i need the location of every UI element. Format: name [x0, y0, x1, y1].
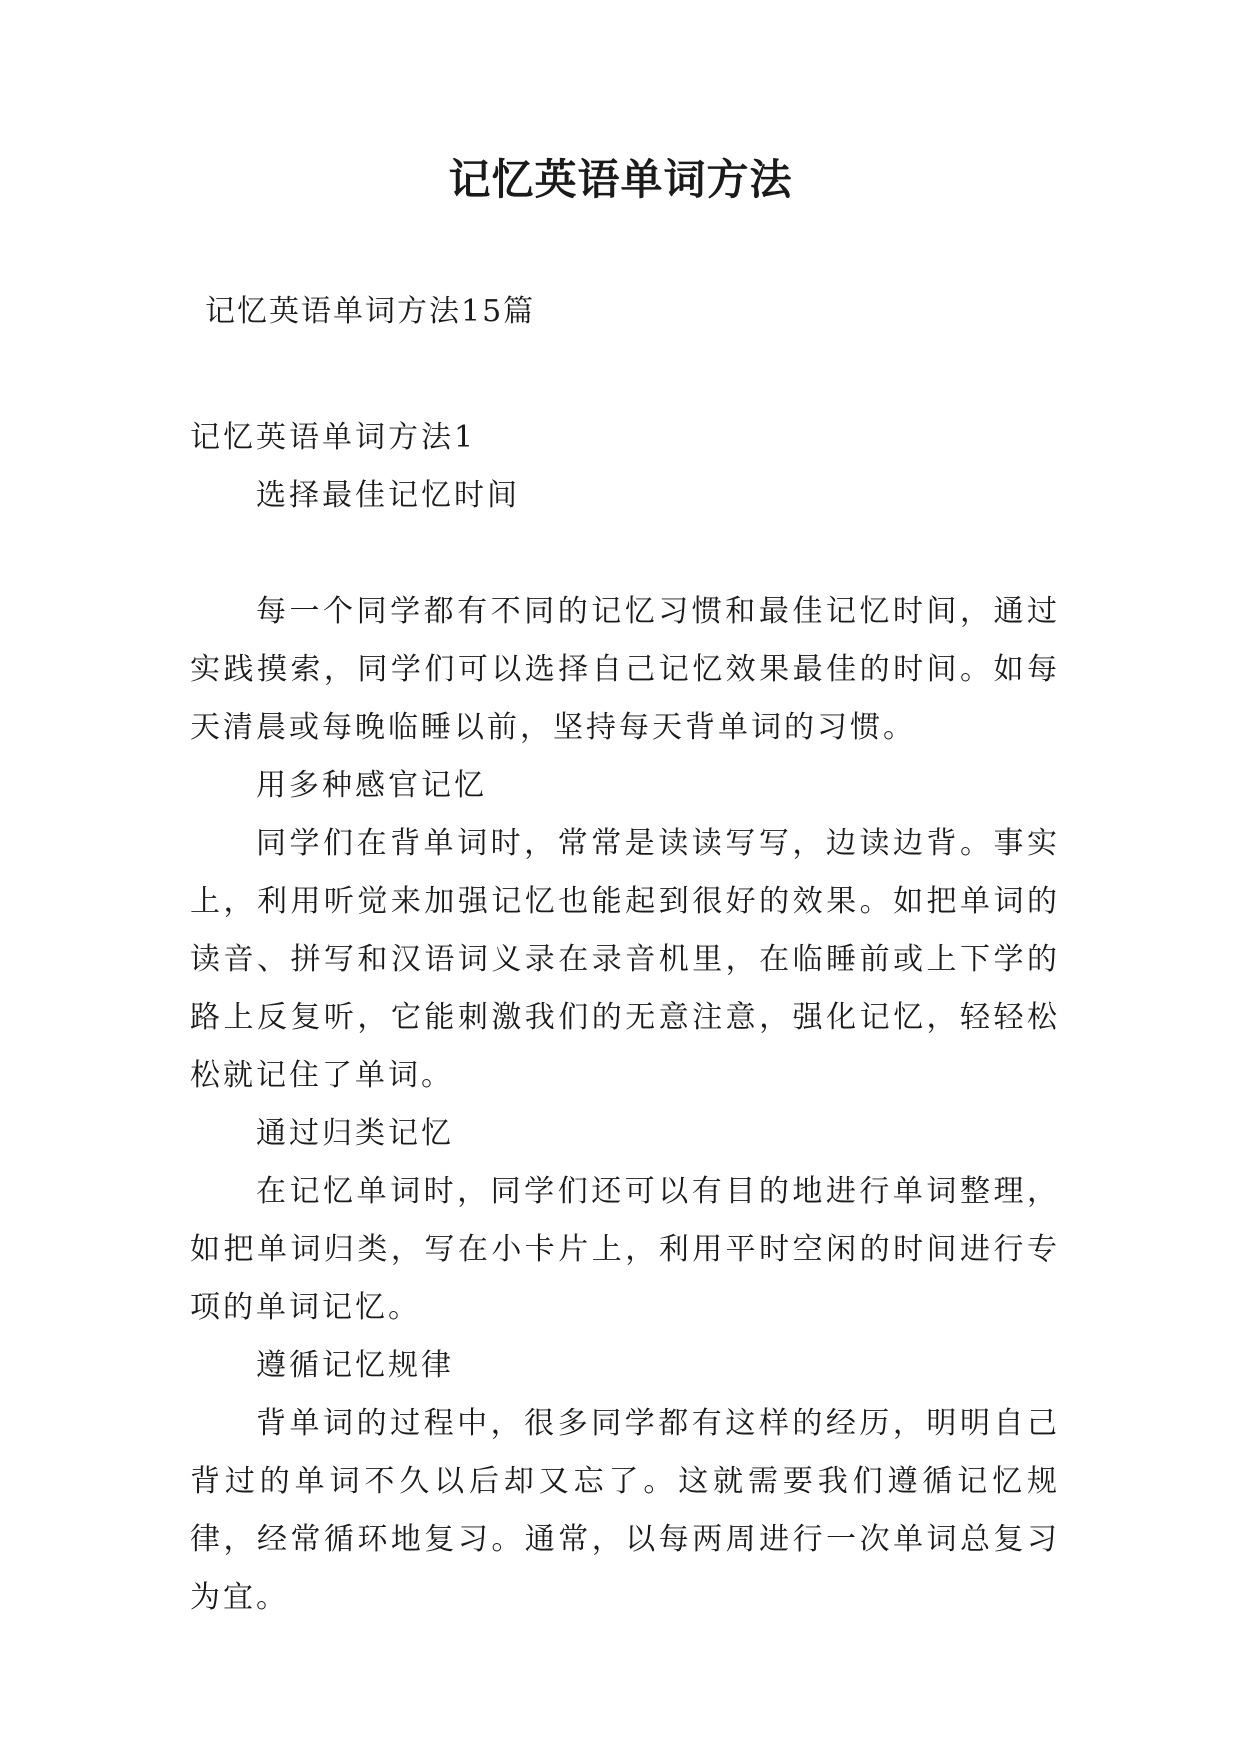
section-title: 记忆英语单词方法1 — [190, 420, 477, 455]
subheading-best-time: 选择最佳记忆时间 — [256, 478, 520, 513]
paragraph-categorize: 在记忆单词时，同学们还可以有目的地进行单词整理，如把单词归类，写在小卡片上，利用平时空闲的时间进行专项的单词记忆。 — [190, 1174, 1060, 1325]
blank-line — [190, 525, 1060, 583]
subheading-multi-senses: 用多种感官记忆 — [256, 768, 487, 803]
subheading-memory-rules: 遵循记忆规律 — [256, 1348, 454, 1383]
document-body — [190, 409, 1060, 1627]
paragraph-best-time: 每一个同学都有不同的记忆习惯和最佳记忆时间，通过实践摸索，同学们可以选择自己记忆效果最佳的时间。如每天清晨或每晚临睡以前，坚持每天背单词的习惯。 — [190, 594, 1060, 745]
document-title: 记忆英语单词方法 — [448, 155, 793, 204]
document-subtitle: 记忆英语单词方法15篇 — [205, 294, 536, 329]
paragraph-memory-rules: 背单词的过程中，很多同学都有这样的经历，明明自己背过的单词不久以后却又忘了。这就需要我们遵循记忆规律，经常循环地复习。通常，以每两周进行一次单词总复习为宜。 — [190, 1406, 1060, 1615]
paragraph-multi-senses: 同学们在背单词时，常常是读读写写，边读边背。事实上，利用听觉来加强记忆也能起到很好的效果。如把单词的读音、拼写和汉语词义录在录音机里，在临睡前或上下学的路上反复听，它能刺激我们的无意注意，强化记忆，轻轻松松就记住了单词。 — [190, 826, 1060, 1093]
subheading-categorize: 通过归类记忆 — [256, 1116, 454, 1151]
